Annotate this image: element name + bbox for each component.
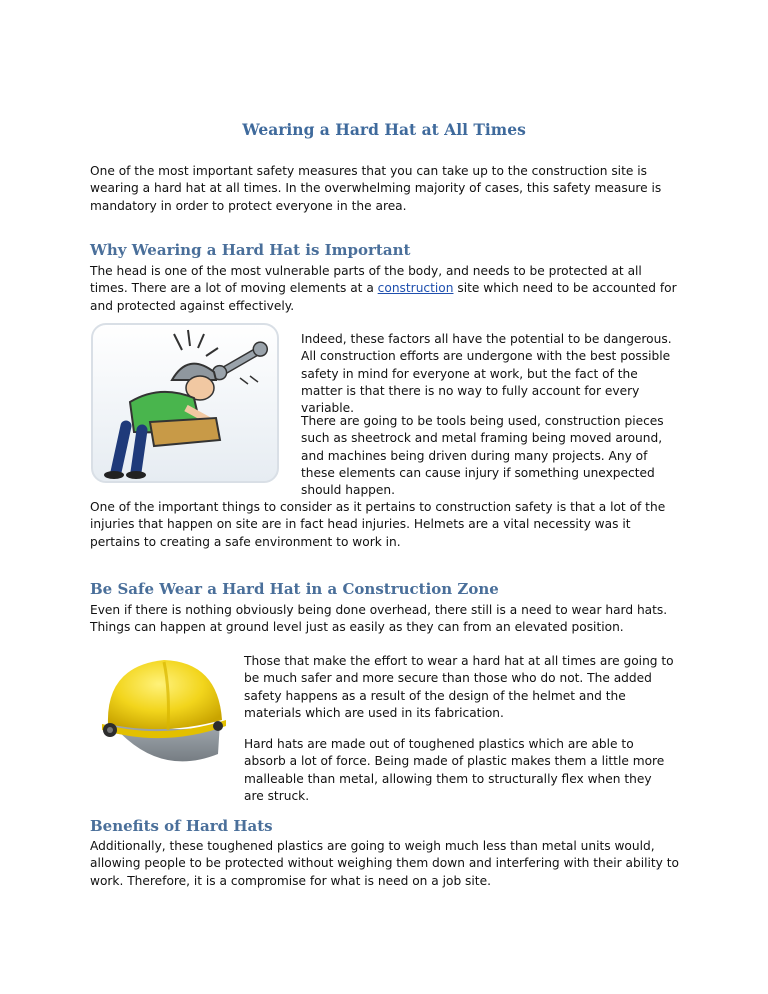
section-heading-be-safe: Be Safe Wear a Hard Hat in a Construction Zone — [90, 580, 499, 598]
section1-paragraph-after: One of the important things to consider as it pertains to construction safety is that a lot of the injuries that happen on site are in fact head injuries. Helmets are a vital necessity was it pertains to creating a safe environment to work in. — [90, 500, 666, 549]
yellow-hard-hat-photo — [94, 650, 234, 782]
worker-hit-by-wrench-illustration — [90, 322, 280, 484]
construction-link[interactable]: construction — [377, 281, 454, 296]
section2-side-paragraph-2: Hard hats are made out of toughened plastics which are able to absorb a lot of force. Being made of plastic makes them a little more malleable than metal, allowing them to structurally flex when they are struck. — [244, 737, 665, 803]
section-heading-benefits: Benefits of Hard Hats — [90, 817, 273, 835]
section1-text-after-link: site which need to be accounted for and protected against effectively. — [90, 281, 677, 313]
section-heading-why: Why Wearing a Hard Hat is Important — [90, 241, 411, 259]
hard-hat-image — [94, 650, 234, 782]
intro-paragraph: One of the most important safety measures that you can take up to the construction site is wearing a hard hat at all times. In the overwhelming majority of cases, this safety measure is mandatory in order to protect everyone in the area. — [90, 164, 662, 213]
section1-paragraph-1 — [90, 263, 680, 315]
worker-illustration — [90, 322, 280, 484]
section3-paragraph-1: Additionally, these toughened plastics are going to weigh much less than metal units would, allowing people to be protected without weighing them down and interfering with their ability to work. Therefore, it is a compromise for what is need on a job site. — [90, 839, 680, 888]
section2-side-paragraph-1: Those that make the effort to wear a hard hat at all times are going to be much safer and more secure than those who do not. The added safety happens as a result of the design of the helmet and the materials which are used in its fabrication. — [244, 654, 674, 720]
page-title: Wearing a Hard Hat at All Times — [242, 120, 526, 139]
section1-side-paragraph-2: There are going to be tools being used, construction pieces such as sheetrock and metal framing being moved around, and machines being driven during many projects. Any of these elements can cause injury if something unexpected should happen. — [301, 414, 664, 498]
section1-text-before-link: The head is one of the most vulnerable parts of the body, and needs to be protected at all times. There are a lot of moving elements at a — [90, 264, 642, 296]
section2-paragraph-1: Even if there is nothing obviously being done overhead, there still is a need to wear hard hats. Things can happen at ground level just as easily as they can from an elevated position. — [90, 603, 668, 635]
section1-side-paragraph-1: Indeed, these factors all have the potential to be dangerous. All construction efforts are undergone with the best possible safety in mind for everyone at work, but the fact of the matter is that there is no way to fully account for every variable. — [301, 332, 672, 416]
